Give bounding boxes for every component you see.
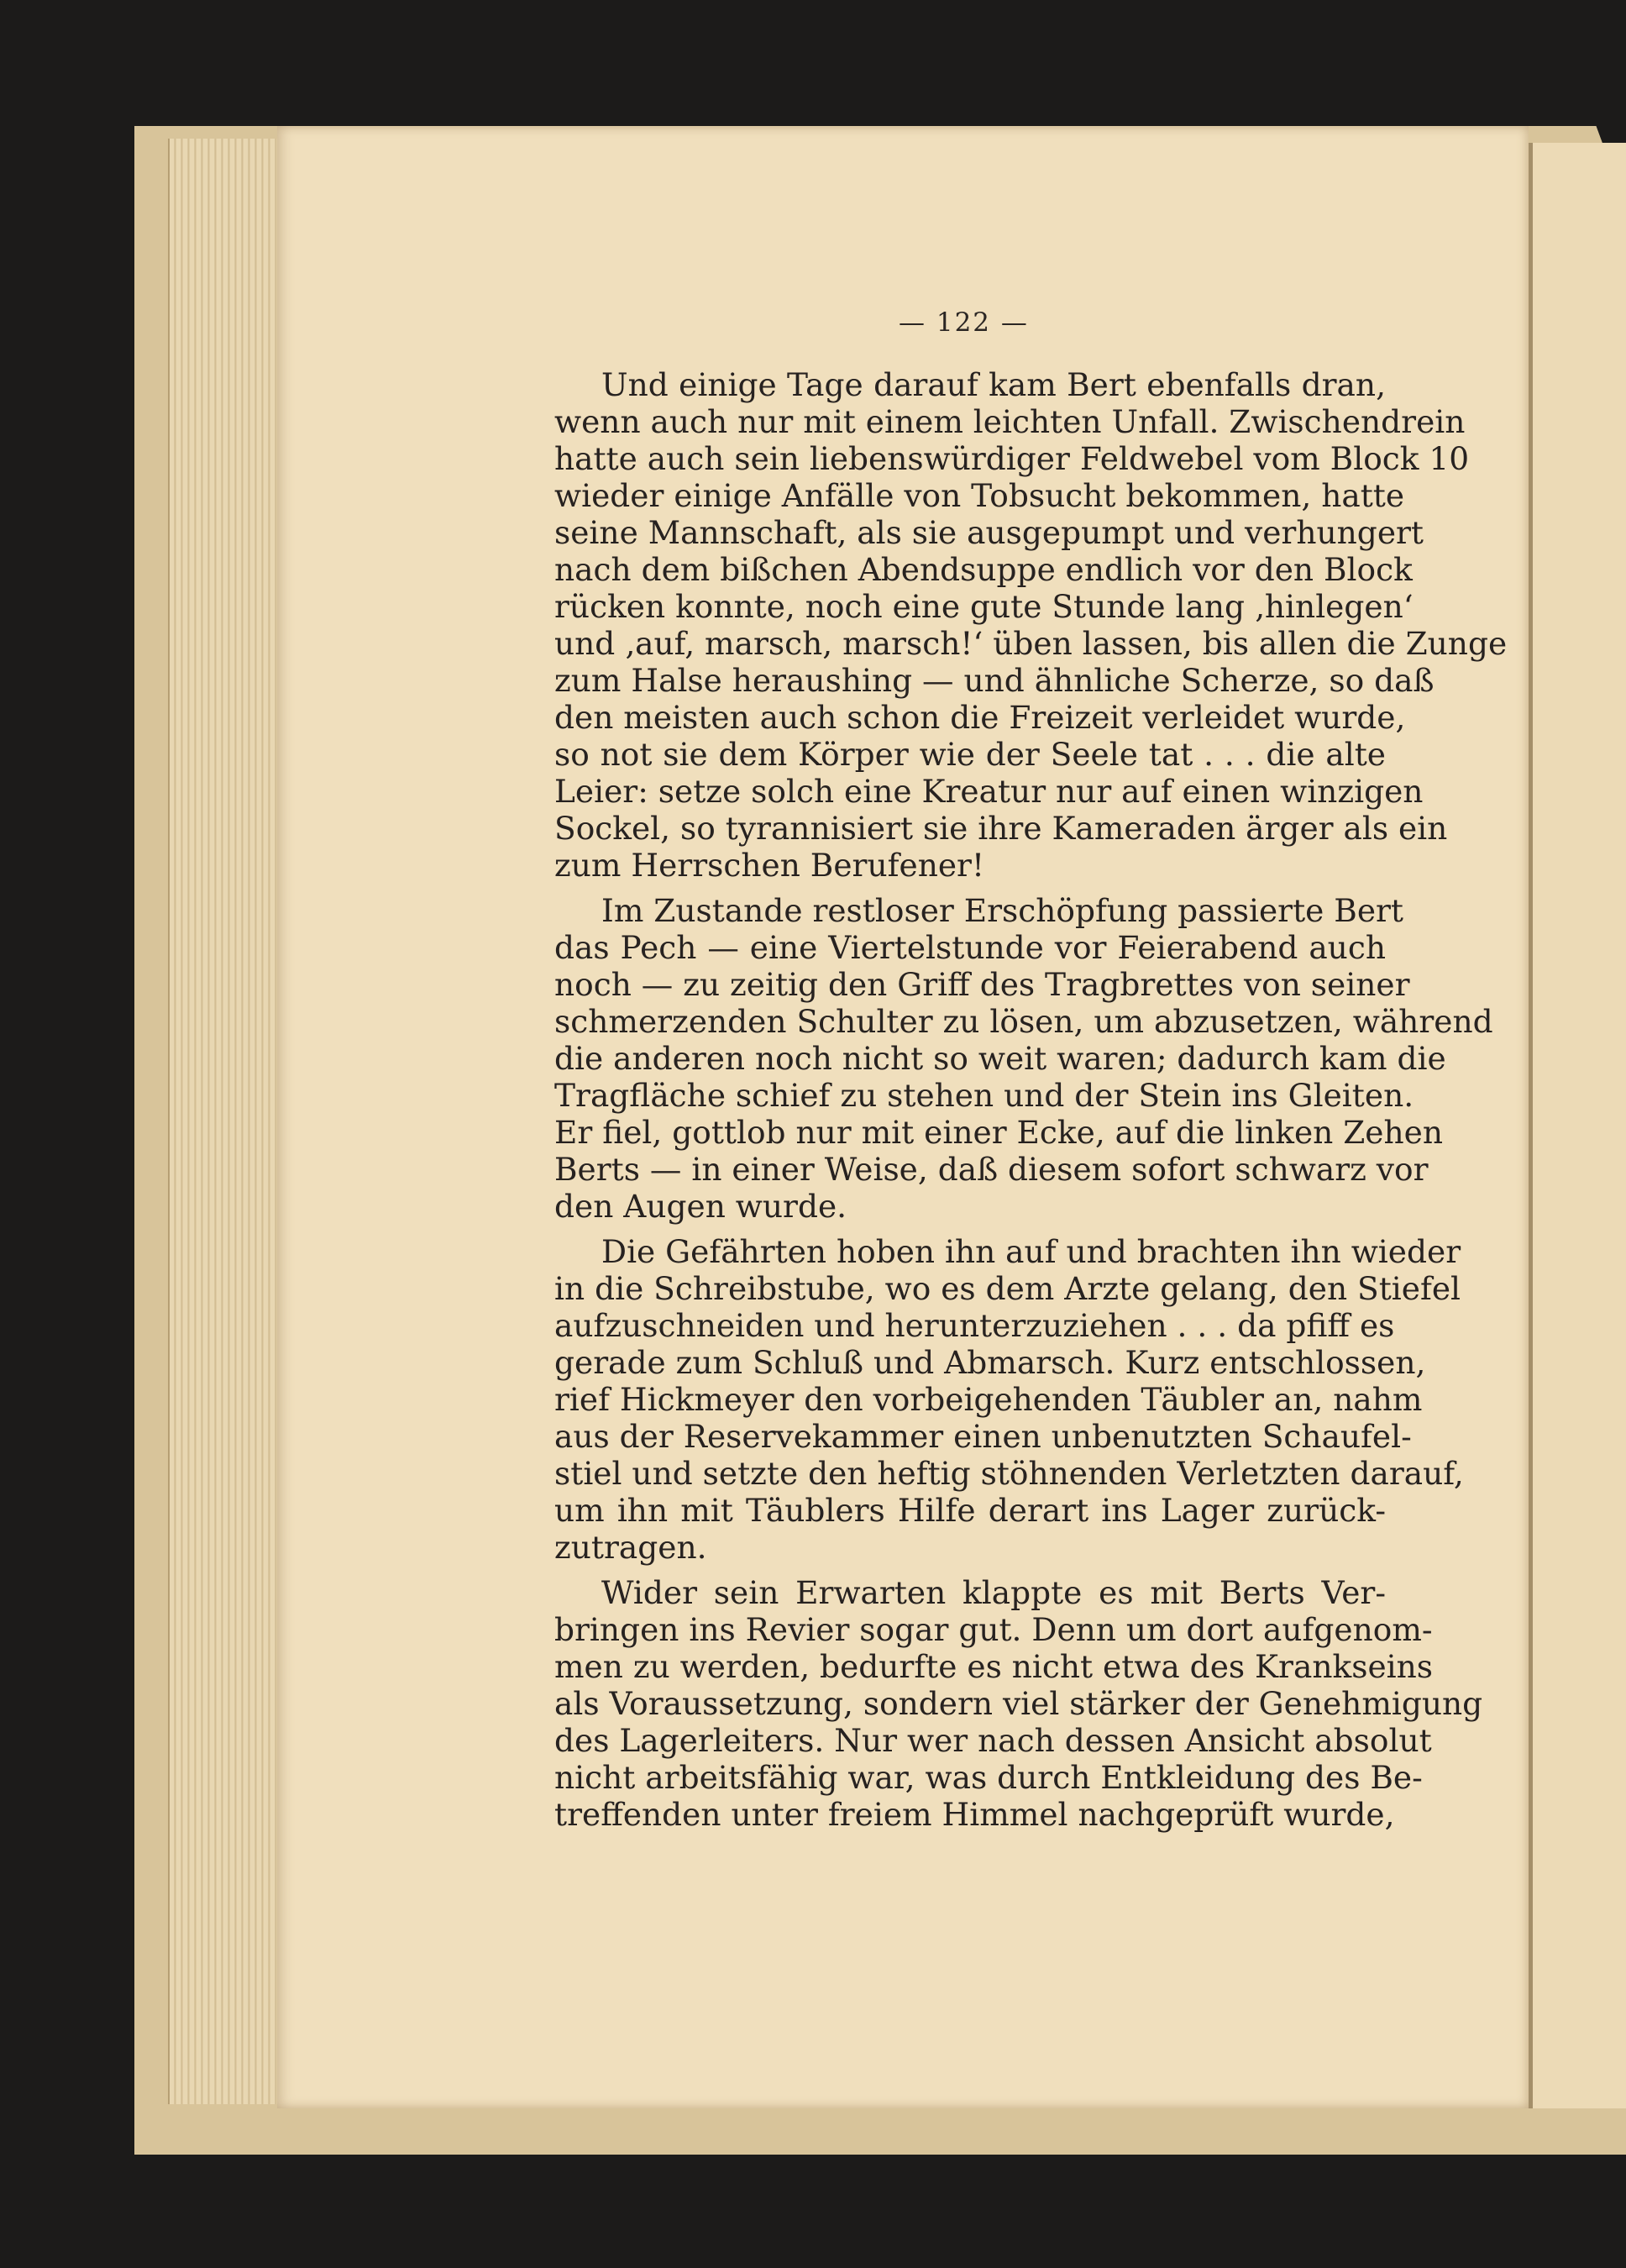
text-line: aufzuschneiden und herunterzuziehen . . . da pfiff es [554, 1307, 1395, 1344]
text-line: aus der Reservekammer einen unbenutzten Schaufel- [554, 1418, 1412, 1455]
text-line: rief Hickmeyer den vorbeigehenden Täubler an, nahm [554, 1381, 1423, 1418]
text-line: in die Schreibstube, wo es dem Arzte gelang, den Stiefel [554, 1270, 1461, 1307]
text-line: treffenden unter freiem Himmel nachgeprüft wurde, [554, 1796, 1395, 1833]
text-line: nach dem bißchen Abendsuppe endlich vor den Block [554, 551, 1413, 588]
paragraph [554, 1233, 1464, 1566]
paragraph [554, 1574, 1483, 1833]
text-line: Wider sein Erwarten klappte es mit Berts Ver- [601, 1574, 1386, 1611]
facing-page-edge [1529, 143, 1626, 2108]
text-line: und ‚auf, marsch, marsch!‘ üben lassen, bis allen die Zunge [554, 625, 1508, 662]
text-line: als Voraussetzung, sondern viel stärker der Genehmigung [554, 1685, 1483, 1722]
text-line: Sockel, so tyrannisiert sie ihre Kameraden ärger als ein [554, 810, 1448, 847]
text-line: wieder einige Anfälle von Tobsucht bekommen, hatte [554, 477, 1405, 514]
text-line: um ihn mit Täublers Hilfe derart ins Lager zurück- [554, 1492, 1386, 1529]
text-line: nicht arbeitsfähig war, was durch Entkleidung des Be- [554, 1759, 1423, 1796]
text-line: gerade zum Schluß und Abmarsch. Kurz entschlossen, [554, 1344, 1426, 1381]
text-line: des Lagerleiters. Nur wer nach dessen Ansicht absolut [554, 1722, 1432, 1759]
text-line: rücken konnte, noch eine gute Stunde lang ‚hinlegen‘ [554, 588, 1414, 625]
text-line: so not sie dem Körper wie der Seele tat . . . die alte [554, 736, 1386, 773]
text-line: den meisten auch schon die Freizeit verleidet wurde, [554, 699, 1406, 736]
text-line: Und einige Tage darauf kam Bert ebenfalls dran, [601, 366, 1386, 403]
text-line: Berts — in einer Weise, daß diesem sofort schwarz vor [554, 1151, 1429, 1188]
text-line: Tragfläche schief zu stehen und der Stein ins Gleiten. [554, 1077, 1414, 1114]
text-line: zum Herrschen Berufener! [554, 847, 985, 884]
text-line: die anderen noch nicht so weit waren; dadurch kam die [554, 1040, 1446, 1077]
paragraph [554, 366, 1508, 884]
text-line: seine Mannschaft, als sie ausgepumpt und verhungert [554, 514, 1424, 551]
text-line: Im Zustande restloser Erschöpfung passierte Bert [601, 892, 1404, 929]
text-line: schmerzenden Schulter zu lösen, um abzusetzen, während [554, 1003, 1493, 1040]
text-line: den Augen wurde. [554, 1188, 847, 1225]
text-line: Leier: setze solch eine Kreatur nur auf einen winzigen [554, 773, 1424, 810]
text-line: zum Halse heraushing — und ähnliche Scherze, so daß [554, 662, 1435, 699]
page-number: — 122 — [899, 307, 1029, 338]
text-line: bringen ins Revier sogar gut. Denn um dort aufgenom- [554, 1611, 1433, 1648]
text-line: Er fiel, gottlob nur mit einer Ecke, auf die linken Zehen [554, 1114, 1443, 1151]
text-line: stiel und setzte den heftig stöhnenden Verletzten darauf, [554, 1455, 1464, 1492]
text-line: wenn auch nur mit einem leichten Unfall. Zwischendrein [554, 403, 1466, 440]
text-line: noch — zu zeitig den Griff des Tragbrettes von seiner [554, 966, 1410, 1003]
text-line: hatte auch sein liebenswürdiger Feldwebel vom Block 10 [554, 440, 1470, 477]
text-line: zutragen. [554, 1529, 707, 1566]
body-text [554, 366, 1508, 1833]
text-line: men zu werden, bedurfte es nicht etwa des Krankseins [554, 1648, 1434, 1685]
paragraph [554, 892, 1493, 1225]
text-line: Die Gefährten hoben ihn auf und brachten ihn wieder [601, 1233, 1461, 1270]
text-line: das Pech — eine Viertelstunde vor Feierabend auch [554, 929, 1386, 966]
